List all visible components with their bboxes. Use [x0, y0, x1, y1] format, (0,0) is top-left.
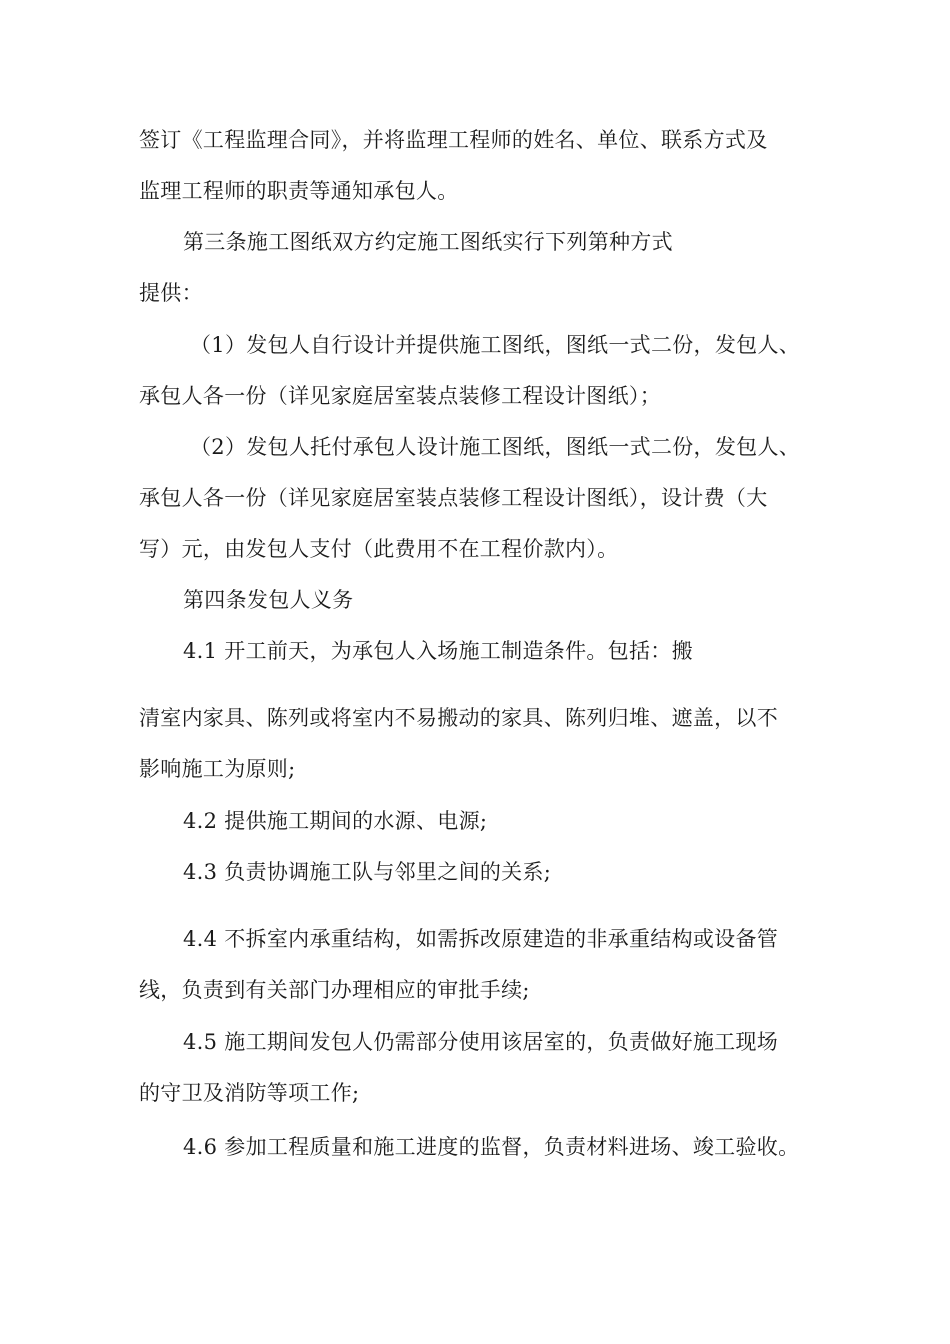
clause-4-6: 4.6 参加工程质量和施工进度的监督，负责材料进场、竣工验收。 — [183, 1135, 800, 1159]
option-2-line-2: 承包人各一份（详见家庭居室装点装修工程设计图纸），设计费（大 — [139, 486, 768, 510]
clause-4-4-line-2: 线，负责到有关部门办理相应的审批手续; — [139, 978, 530, 1002]
clause-4-1-line-2: 清室内家具、陈列或将室内不易搬动的家具、陈列归堆、遮盖，以不 — [139, 706, 778, 730]
text-line-2: 监理工程师的职责等通知承包人。 — [139, 179, 459, 203]
option-2-line-3: 写）元，由发包人支付（此费用不在工程价款内）。 — [139, 537, 619, 561]
option-2-line-1: （2）发包人托付承包人设计施工图纸，图纸一式二份，发包人、 — [190, 435, 801, 459]
clause-4-4-line-1: 4.4 不拆室内承重结构，如需拆改原建造的非承重结构或设备管 — [183, 927, 779, 951]
option-1-line-2: 承包人各一份（详见家庭居室装点装修工程设计图纸）； — [139, 384, 661, 408]
clause-4-1-line-1: 4.1 开工前天，为承包人入场施工制造条件。包括：搬 — [183, 639, 693, 663]
clause-4-2: 4.2 提供施工期间的水源、电源; — [183, 809, 488, 833]
text-line-1: 签订《工程监理合同》，并将监理工程师的姓名、单位、联系方式及 — [139, 128, 768, 152]
text-line-4: 提供： — [139, 281, 203, 305]
clause-4-3: 4.3 负责协调施工队与邻里之间的关系; — [183, 860, 552, 884]
option-1-line-1: （1）发包人自行设计并提供施工图纸，图纸一式二份，发包人、 — [190, 333, 801, 357]
article-4-heading: 第四条发包人义务 — [183, 588, 354, 612]
clause-4-1-line-3: 影响施工为原则; — [139, 757, 296, 781]
clause-4-5-line-1: 4.5 施工期间发包人仍需部分使用该居室的，负责做好施工现场 — [183, 1030, 779, 1054]
article-3-heading: 第三条施工图纸双方约定施工图纸实行下列第种方式 — [183, 230, 673, 254]
clause-4-5-line-2: 的守卫及消防等项工作; — [139, 1081, 360, 1105]
